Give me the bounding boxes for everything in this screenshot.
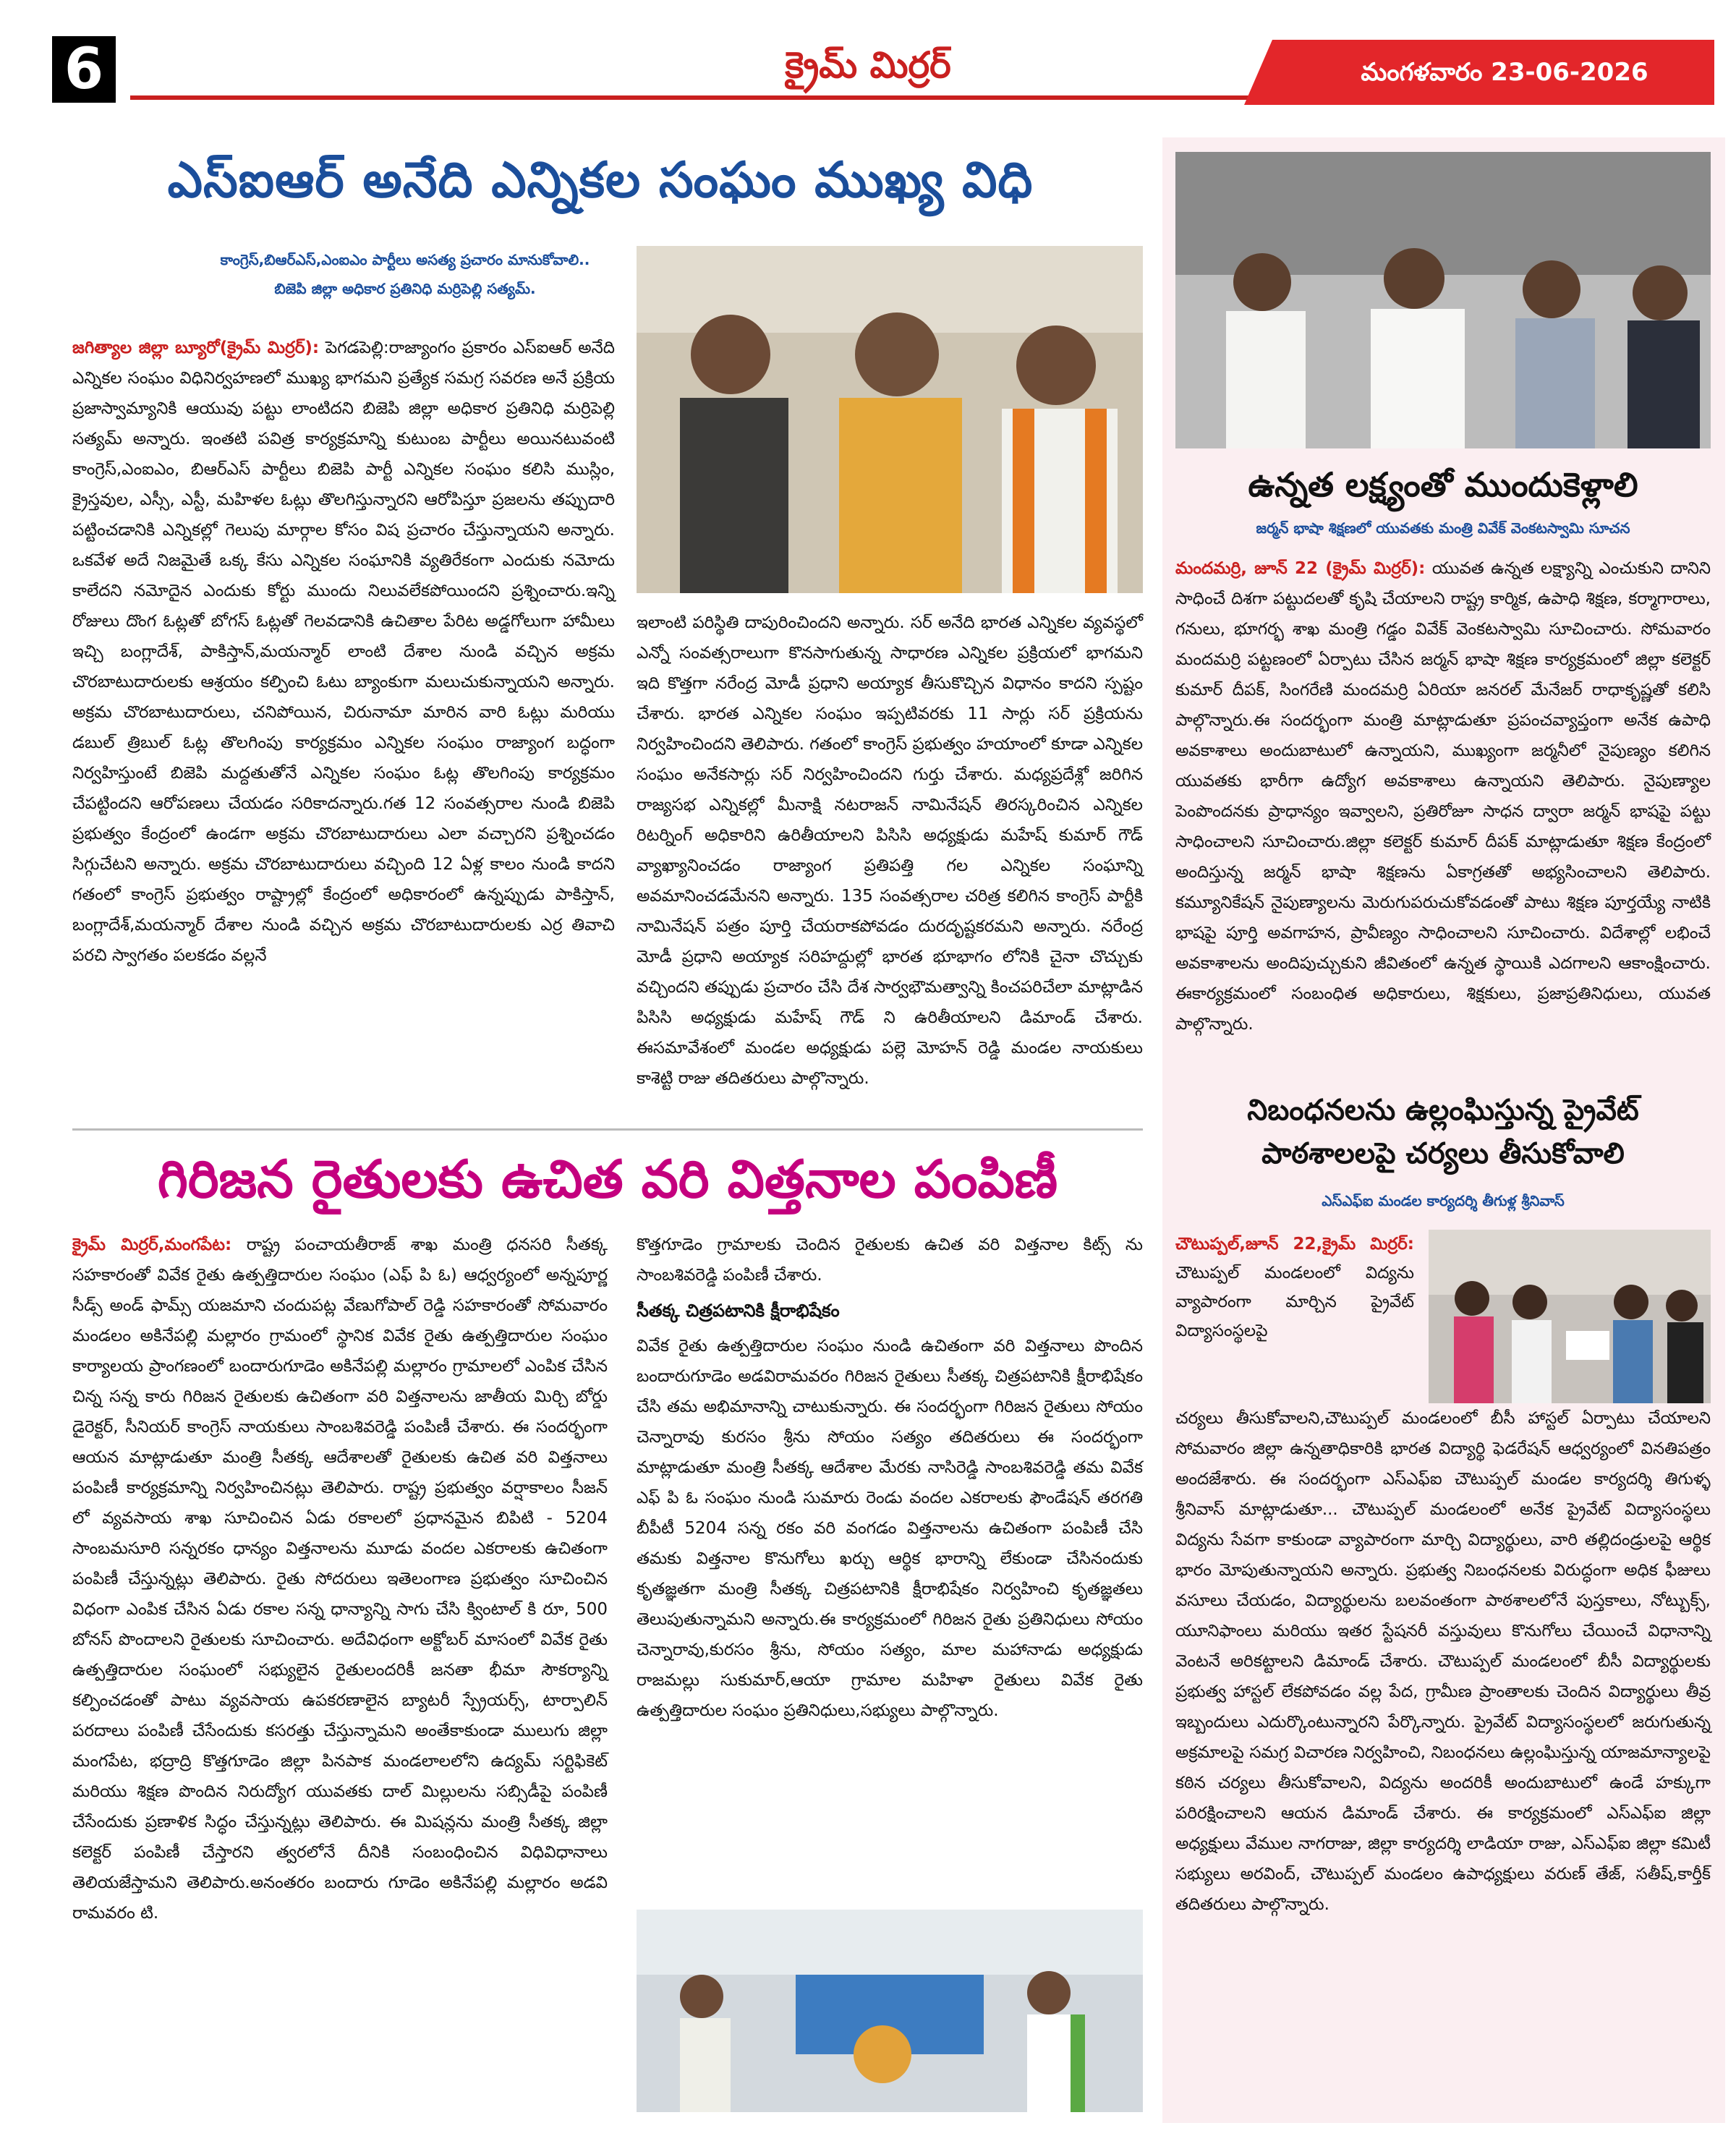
- section-divider: [72, 1128, 1143, 1131]
- article2-column1-text: రాష్ట్ర పంచాయతీరాజ్ శాఖ మంత్రి ధనసరి సీతక్క సహకారంతో వివేక రైతు ఉత్పత్తిదారుల సంఘం (ఎఫ్ పి ఓ) ఆధ్వర్యంలో అన్నపూర్ణ సీడ్స్ అండ్ ఫామ్స్ యజమాని చందుపట్ల వేణుగోపాల్ రెడ్డి సహకారంతో సోమవారం మండలం అకినేపల్లి మల్లారం గ్రామంలో స్థానిక వివేక రైతు ఉత్పత్తిదారుల సంఘం కార్యాలయ ప్రాంగణంలో బందారుగూడెం అకినేపల్లి మల్లారం గ్రామాలలో ఎంపిక చేసిన చిన్న సన్న కారు గిరిజన రైతులకు ఉచితంగా వరి విత్తనాలను జాతీయ మిర్చి బోర్డు డైరెక్టర్, సీనియర్ కాంగ్రెస్ నాయకులు సాంబశివరెడ్డి పంపిణీ చేశారు. ఈ సందర్భంగా ఆయన మాట్లాడుతూ మంత్రి సీతక్క ఆదేశాలతో రైతులకు ఉచిత వరి విత్తనాలు పంపిణీ కార్యక్రమాన్ని నిర్వహించినట్లు తెలిపారు. రాష్ట్ర ప్రభుత్వం వర్షాకాలం సీజన్ లో వ్యవసాయ శాఖ సూచించిన ఏడు రకాలలో ప్రధానమైన బిపిటి - 5204 సాంబమసూరి సన్నరకం ధాన్యం విత్తనాలను మూడు వందల ఎకరాలకు ఉచితంగా పంపిణీ చేస్తున్నట్లు తెలిపారు. రైతు సోదరులు ఇతెలంగాణ ప్రభుత్వం సూచించిన విధంగా ఎంపిక చేసిన ఏడు రకాల సన్న ధాన్యాన్ని సాగు చేసి క్వింటాల్ కి రూ, 500 బోనస్ పొందాలని రైతులకు సూచించారు. అదేవిధంగా అక్టోబర్ మాసంలో వివేక రైతు ఉత్పత్తిదారుల సంఘంలో సభ్యులైన రైతులందరికీ జనతా భీమా సౌకర్యాన్ని కల్పించడంతో పాటు వ్యవసాయ ఉపకరణాలైన బ్యాటరీ స్ప్రేయర్స్, టార్పాలిన్ పరదాలు పంపిణీ చేసేందుకు కసరత్తు చేస్తున్నామని అంతేకాకుండా ములుగు జిల్లా మంగపేట, భద్రాద్రి కొత్తగూడెం జిల్లా పినపాక మండలాలలోని ఉద్యమ్ సర్టిఫికెట్ మరియు శిక్షణ పొందిన నిరుద్యోగ యువతకు దాల్ మిల్లులను సబ్సిడీపై పంపిణీ చేసేందుకు ప్రణాళిక సిద్ధం చేస్తున్నట్లు తెలిపారు. ఈ మిషన్లను మంత్రి సీతక్క జిల్లా కలెక్టర్ పంపిణీ చేస్తారని త్వరలోనే దీనికి సంబంధించిన విధివిధానాలు తెలియజేస్తామని తెలిపారు.అనంతరం బందారు గూడెం అకినేపల్లి మల్లారం అడవి రామవరం టి.: [72, 1235, 608, 1923]
- masthead-logo: [749, 40, 987, 90]
- sidebar2-lead-text: చౌటుప్పల్ మండలంలో విద్యను వ్యాపారంగా మార్చిన ప్రైవేట్ విద్యాసంస్థలపై: [1175, 1264, 1414, 1340]
- article1-photo: [637, 246, 1143, 593]
- sidebar2-dateline: చౌటుప్పల్,జూన్ 22,క్రైమ్ మిర్రర్:: [1175, 1235, 1414, 1254]
- article2-photo-art: [637, 1910, 1143, 2112]
- article2-dateline: క్రైమ్ మిర్రర్,మంగపేట:: [72, 1235, 232, 1254]
- article1-headline: ఎస్ఐఆర్ అనేది ఎన్నికల సంఘం ముఖ్య విధి: [167, 152, 1034, 209]
- sidebar1-dateline: మందమర్రి, జూన్ 22 (క్రైమ్ మిర్రర్):: [1175, 559, 1426, 578]
- article1-column1: [72, 333, 615, 971]
- sidebar2-lead: [1175, 1230, 1414, 1345]
- sidebar1-subhead: జర్మన్ భాషా శిక్షణలో యువతకు మంత్రి వివేక్ వెంకటస్వామి సూచన: [1256, 519, 1630, 537]
- article1-column2: ఇలాంటి పరిస్థితి దాపురించిందని అన్నారు. సర్ అనేది భారత ఎన్నికల వ్యవస్థలో ఎన్నో సంవత్సరాలుగా కొనసాగుతున్న సాధారణ ఎన్నికల ప్రక్రియలో భాగమని ఇది కొత్తగా నరేంద్ర మోడీ ప్రధాని అయ్యాక తీసుకొచ్చిన విధానం కాదని స్పష్టం చేశారు. భారత ఎన్నికల సంఘం ఇప్పటివరకు 11 సార్లు సర్ ప్రక్రియను నిర్వహించిందని తెలిపారు. గతంలో కాంగ్రెస్ ప్రభుత్వం హయాంలో కూడా ఎన్నికల సంఘం అనేకసార్లు సర్ నిర్వహించిందని గుర్తు చేశారు. మధ్యప్రదేశ్లో జరిగిన రాజ్యసభ ఎన్నికల్లో మీనాక్షి నటరాజన్ నామినేషన్ తిరస్కరించిన ఎన్నికల రిటర్నింగ్ అధికారిని ఉరితీయాలని పిసిసి అధ్యక్షుడు మహేష్ కుమార్ గౌడ్ వ్యాఖ్యానించడం రాజ్యాంగ ప్రతిపత్తి గల ఎన్నికల సంఘాన్ని అవమానించడమేనని అన్నారు. 135 సంవత్సరాల చరిత్ర కలిగిన కాంగ్రెస్ పార్టీకి నామినేషన్ పత్రం పూర్తి చేయరాకపోవడం దురదృష్టకరమని అన్నారు. నరేంద్ర మోడీ ప్రధాని అయ్యాక సరిహద్దుల్లో భారత భూభాగం లోనికి చైనా చొచ్చుకు వచ్చిందని తప్పుడు ప్రచారం చేసి దేశ సార్వభౌమత్వాన్ని కించపరిచేలా మాట్లాడిన పిసిసి అధ్యక్షుడు మహేష్ గౌడ్ ని ఉరితీయాలని డిమాండ్ చేశారు. ఈసమావేశంలో మండల అధ్యక్షుడు పల్లె మోహన్ రెడ్డి మండల నాయకులు కాశెట్టి రాజు తదితరులు పాల్గొన్నారు.: [637, 613, 1143, 1088]
- article2-column2b: వివేక రైతు ఉత్పత్తిదారుల సంఘం నుండి ఉచితంగా వరి విత్తనాలు పొందిన బందారుగూడెం అడవిరామవరం గిరిజన రైతులు సీతక్క చిత్రపటానికి క్షీరాభిషేకం చేసి తమ అభిమానాన్ని చాటుకున్నారు. ఈ సందర్భంగా గిరిజన రైతులు సోయం చెన్నారావు కురసం శ్రీను సోయం సత్యం తదితరులు ఈ సందర్భంగా మాట్లాడుతూ మంత్రి సీతక్క ఆదేశాల మేరకు నాసిరెడ్డి సాంబశివరెడ్డి తమ వివేక ఎఫ్ పి ఓ సంఘం నుండి సుమారు రెండు వందల ఎకరాలకు ఫౌండేషన్ తరగతి బీపీటీ 5204 సన్న రకం వరి వంగడం విత్తనాలను ఉచితంగా పంపిణీ చేసి తమకు విత్తనాల కొనుగోలు ఖర్చు ఆర్థిక భారాన్ని లేకుండా చేసినందుకు కృతజ్ఞతగా మంత్రి సీతక్క చిత్రపటానికి క్షీరాభిషేకం నిర్వహించి కృతజ్ఞతలు తెలుపుతున్నామని అన్నారు.ఈ కార్యక్రమంలో గిరిజన రైతు ప్రతినిధులు సోయం చెన్నారావు,కురసం శ్రీను, సోయం సత్యం, మాల మహానాడు అధ్యక్షుడు రాజమల్లు సుకుమార్,ఆయా గ్రామాల మహిళా రైతులు వివేక రైతు ఉత్పత్తిదారుల సంఘం ప్రతినిధులు,సభ్యులు పాల్గొన్నారు.: [637, 1337, 1143, 1720]
- article2-headline: గిరిజన రైతులకు ఉచిత వరి విత్తనాల పంపిణీ: [157, 1149, 1058, 1209]
- sidebar1-body: [1175, 553, 1711, 1039]
- sidebar2-photo-art: [1429, 1230, 1711, 1403]
- article2-subheading: సీతక్క చిత్రపటానికి క్షీరాభిషేకం: [637, 1301, 840, 1321]
- article2-photo: [637, 1910, 1143, 2112]
- sidebar1-headline: ఉన్నత లక్ష్యంతో ముందుకెళ్లాలి: [1248, 465, 1638, 504]
- page-number: 6: [52, 36, 116, 103]
- article1-subhead2: బిజెపి జిల్లా అధికార ప్రతినిధి మర్రిపెల్లి సత్యమ్.: [274, 280, 536, 297]
- sidebar2-subhead: ఎస్ఎఫ్ఐ మండల కార్యదర్శి తీగుళ్ల శ్రీనివాస్: [1322, 1192, 1565, 1209]
- article1-dateline: జగిత్యాల జిల్లా బ్యూరో(క్రైమ్ మిర్రర్):: [72, 339, 320, 357]
- article1-photo-art: [637, 246, 1143, 593]
- sidebar2-headline-line2: పాఠశాలలపై చర్యలు తీసుకోవాలి: [1261, 1137, 1625, 1170]
- article2-column2a: కొత్తగూడెం గ్రామాలకు చెందిన రైతులకు ఉచిత వరి విత్తనాల కిట్స్ ను సాంబశివరెడ్డి పంపిణీ చేశారు.: [637, 1235, 1143, 1285]
- sidebar2-body: చర్యలు తీసుకోవాలని,చౌటుప్పల్ మండలంలో బీసీ హాస్టల్ ఏర్పాటు చేయాలని సోమవారం జిల్లా ఉన్నతాధికారికి భారత విద్యార్థి ఫెడరేషన్ ఆధ్వర్యంలో వినతిపత్రం అందజేశారు. ఈ సందర్భంగా ఎస్ఎఫ్ఐ చౌటుప్పల్ మండల కార్యదర్శి తిగుళ్ళ శ్రీనివాస్ మాట్లాడుతూ... చౌటుప్పల్ మండలంలో అనేక ప్రైవేట్ విద్యాసంస్థలు విద్యను సేవగా కాకుండా వ్యాపారంగా మార్చి విద్యార్థులు, వారి తల్లిదండ్రులపై ఆర్థిక భారం మోపుతున్నాయని అన్నారు. ప్రభుత్వ నిబంధనలకు విరుద్ధంగా అధిక ఫీజులు వసూలు చేయడం, విద్యార్థులను బలవంతంగా పాఠశాలలోనే పుస్తకాలు, నోట్బుక్స్, యూనిఫాంలు మరియు ఇతర స్టేషనరీ వస్తువులు కొనుగోలు చేయించే విధానాన్ని వెంటనే అరికట్టాలని డిమాండ్ చేశారు. చౌటుప్పల్ మండలంలో బీసీ విద్యార్థులకు ప్రభుత్వ హాస్టల్ లేకపోవడం వల్ల పేద, గ్రామీణ ప్రాంతాలకు చెందిన విద్యార్థులు తీవ్ర ఇబ్బందులు ఎదుర్కొంటున్నారని పేర్కొన్నారు. ప్రైవేట్ విద్యాసంస్థలలో జరుగుతున్న అక్రమాలపై సమగ్ర విచారణ నిర్వహించి, నిబంధనలు ఉల్లంఘిస్తున్న యాజమాన్యాలపై కఠిన చర్యలు తీసుకోవాలని, విద్యను అందరికీ అందుబాటులో ఉండే హక్కుగా పరిరక్షించాలని ఆయన డిమాండ్ చేశారు. ఈ కార్యక్రమంలో ఎస్ఎఫ్ఐ జిల్లా అధ్యక్షులు వేముల నాగరాజు, జిల్లా కార్యదర్శి లాడియా రాజు, ఎస్ఎఫ్ఐ జిల్లా కమిటీ సభ్యులు అరవింద్, చౌటుప్పల్ మండలం ఉపాధ్యక్షులు వరుణ్ తేజ్, సతీష్,కార్తీక్ తదితరులు పాల్గొన్నారు.: [1175, 1409, 1711, 1914]
- sidebar2-photo: [1429, 1230, 1711, 1403]
- masthead-text: క్రైమ్ మిర్రర్: [785, 44, 951, 86]
- article1-column1-text: పెగడపెల్లి:రాజ్యాంగం ప్రకారం ఎస్ఐఆర్ అనేది ఎన్నికల సంఘం విధినిర్వహణలో ముఖ్య భాగమని ప్రత్యేక సమగ్ర సవరణ అనే ప్రక్రియ ప్రజాస్వామ్యానికి ఆయువు పట్టు లాంటిదని బిజెపి జిల్లా అధికార ప్రతినిధి మర్రిపెల్లి సత్యమ్ అన్నారు. ఇంతటి పవిత్ర కార్యక్రమాన్ని కుటుంబ పార్టీలు అయినటువంటి కాంగ్రెస్,ఎంఐఎం, బిఆర్ఎస్ పార్టీలు బిజెపి పార్టీ ఎన్నికల సంఘం కలిసి ముస్లిం, క్రైస్తవుల, ఎస్సీ, ఎస్టీ, మహిళల ఓట్లు తొలగిస్తున్నారని ఆరోపిస్తూ ప్రజలను తప్పుదారి పట్టించడానికి ఎన్నికల్లో గెలుపు మార్గాల కోసం విష ప్రచారం చేస్తున్నాయని అన్నారు. ఒకవేళ అదే నిజమైతే ఒక్క కేసు ఎన్నికల సంఘానికి వ్యతిరేకంగా ఎందుకు నమోదు కాలేదని నమోదైన ఎందుకు కోర్టు ముందు నిలువలేకపోయిందని ప్రశ్నించారు.ఇన్ని రోజులు దొంగ ఓట్లతో బోగస్ ఓట్లతో గెలవడానికి ఉచితాల పేరిట అడ్డగోలుగా హామీలు ఇచ్చి బంగ్లాదేశ్, పాకిస్తాన్,మయన్మార్ లాంటి దేశాల నుండి వచ్చిన అక్రమ చొరబాటుదారులకు ఆశ్రయం కల్పించి ఓటు బ్యాంకుగా మలుచుకున్నాయని అన్నారు. అక్రమ చొరబాటుదారులు, చనిపోయిన, చిరునామా మారిన వారి ఓట్లు మరియు డబుల్ త్రిబుల్ ఓట్ల తొలగింపు కార్యక్రమం ఎన్నికల సంఘం రాజ్యాంగ బద్ధంగా నిర్వహిస్తుంటే బిజెపి మద్దతుతోనే ఎన్నికల సంఘం ఓట్ల తొలగింపు కార్యక్రమం చేపట్టిందని ఆరోపణలు చేయడం సరికాదన్నారు.గత 12 సంవత్సరాల నుండి బిజెపి ప్రభుత్వం కేంద్రంలో ఉండగా అక్రమ చొరబాటుదారులు ఎలా వచ్చారని ప్రశ్నించడం సిగ్గుచేటని అన్నారు. అక్రమ చొరబాటుదారులు వచ్చింది 12 ఏళ్ల కాలం నుండి కాదని గతంలో కాంగ్రెస్ ప్రభుత్వం రాష్ట్రాల్లో కేంద్రంలో అధికారంలో ఉన్నప్పుడు పాకిస్తాన్, బంగ్లాదేశ్,మయన్మార్ దేశాల నుండి వచ్చిన అక్రమ చొరబాటుదారులకు ఎర్ర తివాచి పరచి స్వాగతం పలకడం వల్లనే: [72, 339, 615, 965]
- issue-date: మంగళవారం 23-06-2026: [1361, 58, 1648, 87]
- sidebar1-body-text: యువత ఉన్నత లక్ష్యాన్ని ఎంచుకుని దానిని సాధించే దిశగా పట్టుదలతో కృషి చేయాలని రాష్ట్ర కార్మిక, ఉపాధి శిక్షణ, కర్మాగారాలు, గనులు, భూగర్భ శాఖ మంత్రి గడ్డం వివేక్ వెంకటస్వామి సూచించారు. సోమవారం మందమర్రి పట్టణంలో ఏర్పాటు చేసిన జర్మన్ భాషా శిక్షణ కార్యక్రమంలో జిల్లా కలెక్టర్ కుమార్ దీపక్, సింగరేణి మందమర్రి ఏరియా జనరల్ మేనేజర్ రాధాకృష్ణతో కలిసి పాల్గొన్నారు.ఈ సందర్భంగా మంత్రి మాట్లాడుతూ ప్రపంచవ్యాప్తంగా అనేక ఉపాధి అవకాశాలు అందుబాటులో ఉన్నాయని, ముఖ్యంగా జర్మనీలో నైపుణ్యం కలిగిన యువతకు భారీగా ఉద్యోగ అవకాశాలు ఉన్నాయని తెలిపారు. నైపుణ్యాల పెంపొందనకు ప్రాధాన్యం ఇవ్వాలని, ప్రతిరోజూ సాధన ద్వారా జర్మన్ భాషపై పట్టు సాధించాలని సూచించారు.జిల్లా కలెక్టర్ కుమార్ దీపక్ మాట్లాడుతూ శిక్షణ కేంద్రంలో అందిస్తున్న జర్మన్ భాషా శిక్షణను ఏకాగ్రతతో అభ్యసించాలని తెలిపారు. కమ్యూనికేషన్ నైపుణ్యాలను మెరుగుపరుచుకోవడంతో పాటు శిక్షణ పూర్తయ్యే నాటికి భాషపై పూర్తి అవగాహన, ప్రావీణ్యం సాధించాలని సూచించారు. విదేశాల్లో లభించే అవకాశాలను అందిపుచ్చుకుని జీవితంలో ఉన్నత స్థాయికి ఎదగాలని ఆకాంక్షించారు. ఈకార్యక్రమంలో సంబంధిత అధికారులు, శిక్షకులు, ప్రజాప్రతినిధులు, యువత పాల్గొన్నారు.: [1175, 559, 1711, 1034]
- sidebar1-photo-art: [1175, 152, 1711, 448]
- sidebar2-headline-line1: నిబంధనలను ఉల్లంఘిస్తున్న ప్రైవేట్: [1247, 1094, 1639, 1127]
- article1-subhead1: కాంగ్రెస్,బిఆర్ఎస్,ఎంఐఎం పార్టీలు అసత్య ప్రచారం మానుకోవాలి..: [220, 251, 590, 268]
- article2-column1: [72, 1230, 608, 1928]
- sidebar1-photo: [1175, 152, 1711, 448]
